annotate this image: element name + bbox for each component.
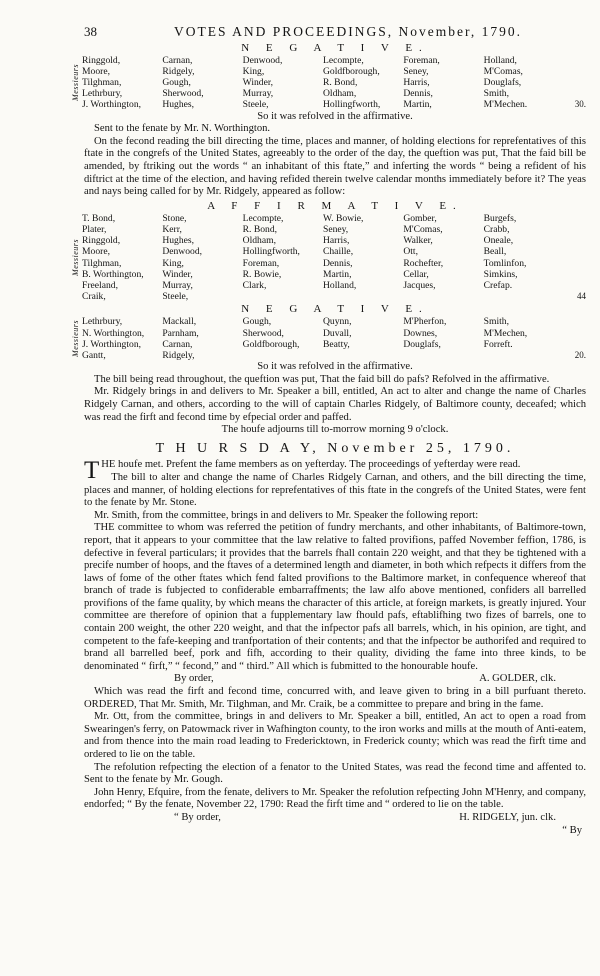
- member-name: Quynn,: [322, 316, 352, 328]
- vote-column: [82, 55, 162, 111]
- member-name: Beatty,: [322, 338, 350, 350]
- member-name: [323, 291, 403, 302]
- member-name: Denwood,: [162, 246, 203, 258]
- vote1-messieurs: Messieurs: [71, 64, 80, 102]
- member-name: Lecompte,: [322, 54, 364, 66]
- vote3-table: [70, 316, 586, 361]
- member-name: Douglafs,: [403, 338, 441, 350]
- member-name: Tilghman,: [82, 257, 122, 269]
- member-name: Crefap.: [483, 279, 513, 291]
- member-name: M'Pherfon,: [403, 316, 447, 328]
- vote2-messieurs: Messieurs: [71, 239, 80, 277]
- member-name: T. Bond,: [82, 212, 116, 224]
- member-name: R. Bond,: [242, 223, 278, 235]
- para-second-reading: On the fecond reading the bill directing the time, places and manner, of holding elections for reprefentatives of this ftate in the congrefs of the United States, agreeably to the order of the day, the queftion was put, That the faid bill be amended, by ftriking out the words “ an inhabitant of this ftate,” and inferting the words “ being a refident of his diftrict at the time of the election, and having refided therein twelve calendar months immediately before it? The yeas and nays being called for by Mr. Ridgely, appeared as follow:: [84, 135, 586, 198]
- thursday-p5: Which was read the firft and fecond time, concurred with, and leave given to bring in a bill purfuant thereto. ORDERED, That Mr. Smith, Mr. Tilghman, and Mr. Craik, be a committee to prepare and bring in the fame.: [84, 686, 586, 710]
- vote2-columns: [82, 213, 564, 303]
- member-name: Harris,: [322, 235, 350, 247]
- member-name: Rochefter,: [403, 257, 444, 269]
- vote-column: [484, 213, 564, 303]
- vote-column: [484, 55, 564, 111]
- thursday-p1: [84, 457, 586, 485]
- member-name: Jacques,: [403, 279, 436, 291]
- vote-column: [162, 55, 242, 111]
- member-name: Smith,: [483, 88, 509, 100]
- para-adjourn: The houfe adjourns till to-morrow morning 9 o'clock.: [221, 424, 449, 436]
- vote-column: [82, 213, 162, 303]
- member-name: Stone,: [162, 212, 187, 224]
- vote-column: [403, 55, 483, 111]
- clerk-signature-2: H. RIDGELY, jun. clk.: [459, 811, 556, 823]
- member-name: M'Comas,: [403, 223, 443, 235]
- page-number: 38: [84, 24, 97, 39]
- clerk-signature: A. GOLDER, clk.: [479, 673, 556, 685]
- member-name: Hollingfworth,: [322, 99, 381, 111]
- member-name: Duvall,: [322, 327, 352, 339]
- vote-column: [243, 55, 323, 111]
- member-name: Parnham,: [162, 327, 199, 339]
- member-name: Holland,: [322, 279, 357, 291]
- member-name: [403, 350, 483, 361]
- vote-column: [403, 213, 483, 303]
- member-name: Craik,: [82, 291, 106, 303]
- member-name: Ridgely,: [162, 350, 195, 361]
- member-name: King,: [242, 65, 265, 77]
- vote3-result: So it was refolved in the affirmative.: [257, 361, 413, 373]
- vote2-table: [70, 213, 586, 303]
- thursday-p4: THE committee to whom was referred the petition of fundry merchants, and other inhabitants, of Baltimore-town, report, that it appears to your committee that the law relative to falted provifions, paffed November feffion, 1786, is defective in feveral particulars; it provides that the barrels fhall contain 220 weight, and that they be tightened with a precife number of hoops, and the ftaves of a determined length and diameter, in both which refpects it differs from the laws of fome of the other ftates which fend falted provifions to the Baltimore market, in confequence whereof that branch of trade is fubjected to confiderable embarraffments; the law alfo above mentioned, confiders all barrelled provifions of the fame quality, by which means the character of this article, at foreign markets, is greatly injured. Your committee are therefore of opinion that a fupplementary law fhould pafs, eftablifhing two fizes of barrels, one to contain 200 weight, the other 220 weight, and that the infpector pafs all barrels, which, in his opinion, are tight, and competent to the fafe-keeping and tranfportation of their contents; and that the infpector be authorifed and required to brand all barrelled beef, pork and fifh, according to their quality, dividing the fame into three kinds, to be denominated “ firft,” “ fecond,” and “ third.” All which is fubmitted to the honourable houfe.: [84, 522, 586, 672]
- drop-cap: T: [84, 457, 100, 485]
- member-name: Clark,: [242, 279, 267, 291]
- member-name: [323, 350, 403, 361]
- member-name: J. Worthington,: [82, 338, 142, 350]
- member-name: Ott,: [403, 246, 418, 258]
- member-name: Tilghman,: [82, 77, 122, 88]
- member-name: Gomber,: [403, 212, 437, 224]
- vote-column: [82, 316, 162, 361]
- member-name: Holland,: [483, 54, 517, 66]
- member-name: [403, 291, 483, 302]
- member-name: Tomlinfon,: [483, 257, 527, 269]
- page-title: VOTES AND PROCEEDINGS, November, 1790.: [173, 24, 523, 39]
- signature-line: [84, 673, 586, 686]
- thursday-p3: Mr. Smith, from the committee, brings in and delivers to Mr. Speaker the following report:: [94, 509, 479, 521]
- vote2-heading: A F F I R M A T I V E.: [207, 199, 463, 212]
- thursday-p6: Mr. Ott, from the committee, brings in and delivers to Mr. Speaker a bill, entitled, An act to open a road from Swearingen's ferry, on Patowmack river in Wafhington county, to the iron works and mills at the mouth of Anti-eatem, and from thence into the main road leading to Fredericktown, in Frederick county; which was read the firft time and ordered to lie on the table.: [84, 711, 586, 761]
- catchword: “ By: [562, 824, 582, 836]
- vote1-heading: N E G A T I V E.: [241, 41, 429, 54]
- member-name: Harris,: [403, 77, 430, 88]
- signature-line-2: [84, 812, 586, 825]
- by-order: By order,: [174, 673, 214, 685]
- thursday-p8: John Henry, Efquire, from the fenate, delivers to Mr. Speaker the refolution refpecting John M'Henry, and company, endorfed; “ By the fenate, November 22, 1790: Read the firft time and “ ordered to lie on the table.: [84, 786, 586, 811]
- vote-column: [162, 316, 242, 361]
- member-name: Denwood,: [242, 54, 283, 66]
- member-name: Oneale,: [483, 235, 514, 247]
- member-name: Goldfborough,: [322, 65, 380, 77]
- para-bill-read: The bill being read throughout, the queftion was put, That the faid bill do pafs? Refolved in the affirmative.: [94, 373, 550, 385]
- member-name: Oldham,: [242, 235, 276, 247]
- member-name: Lethrbury,: [82, 316, 123, 328]
- member-name: Seney,: [322, 223, 349, 235]
- member-name: N. Worthington,: [82, 327, 145, 339]
- member-name: Lecompte,: [242, 212, 284, 224]
- member-name: Murray,: [242, 88, 274, 100]
- member-name: [243, 350, 323, 361]
- para-ridgely: Mr. Ridgely brings in and delivers to Mr. Speaker a bill, entitled, An act to alter and change the name of Charles Ridgely Carnan, and others, according to the will of captain Charles Ridgely, of Baltimore county, deceafed; which was read the firft and fecond time by efpecial order and paffed.: [84, 386, 586, 423]
- member-name: Smith,: [483, 316, 509, 328]
- member-name: Sherwood,: [242, 327, 284, 339]
- vote-column: [162, 213, 242, 303]
- member-name: Mackall,: [162, 316, 197, 328]
- member-name: Gough,: [242, 316, 272, 328]
- member-name: R. Bowie,: [242, 268, 282, 280]
- thursday-p7: The refolution refpecting the election of a fenator to the United States, was read the fecond time and affented to. Sent to the fenate by Mr. Gough.: [84, 761, 586, 786]
- member-name: Martin,: [403, 99, 432, 111]
- member-name: [484, 291, 564, 302]
- vote-column: [243, 316, 323, 361]
- member-name: Carnan,: [162, 338, 193, 350]
- member-name: Moore,: [82, 65, 110, 77]
- para-sent: Sent to the fenate by Mr. N. Worthington.: [94, 123, 271, 135]
- member-name: Foreman,: [242, 257, 280, 269]
- member-name: Moore,: [82, 246, 110, 258]
- member-name: Downes,: [403, 327, 438, 339]
- member-name: Ridgely,: [162, 65, 195, 77]
- thursday-p1-text: HE houfe met. Prefent the fame members as on yefterday. The proceedings of yefterday were read.: [101, 459, 521, 471]
- member-name: Hughes,: [162, 235, 195, 247]
- member-name: Seney,: [403, 65, 429, 77]
- member-name: Goldfborough,: [242, 338, 300, 350]
- member-name: M'Comas,: [483, 65, 523, 77]
- vote-column: [323, 316, 403, 361]
- member-name: Hughes,: [162, 99, 195, 111]
- member-name: Carnan,: [162, 54, 193, 66]
- member-name: Dennis,: [403, 88, 433, 100]
- member-name: Winder,: [242, 77, 274, 88]
- member-name: Forreft.: [483, 338, 513, 350]
- vote1-count: 30.: [574, 99, 586, 110]
- vote-column: [323, 55, 403, 111]
- member-name: [484, 350, 564, 361]
- day-heading: T H U R S D A Y, November 25, 1790.: [155, 440, 515, 456]
- member-name: Beall,: [483, 246, 507, 258]
- vote3-columns: [82, 316, 564, 361]
- member-name: Crabb,: [483, 223, 510, 235]
- member-name: Kerr,: [162, 223, 182, 235]
- page-header: [84, 26, 586, 39]
- member-name: King,: [162, 257, 184, 269]
- member-name: Hollingfworth,: [242, 246, 300, 258]
- vote-column: [243, 213, 323, 303]
- member-name: Martin,: [322, 268, 352, 280]
- member-name: Steele,: [162, 291, 189, 303]
- vote1-columns: [82, 55, 564, 111]
- vote2-count: 44: [577, 290, 586, 301]
- member-name: Douglafs,: [483, 77, 522, 88]
- member-name: Simkins,: [483, 268, 518, 280]
- member-name: Lethrbury,: [82, 88, 123, 100]
- vote3-heading: N E G A T I V E.: [241, 303, 429, 316]
- member-name: M'Mechen,: [483, 327, 528, 339]
- by-order-2: “ By order,: [174, 811, 221, 823]
- member-name: Cellar,: [403, 268, 429, 280]
- vote-column: [323, 213, 403, 303]
- vote-column: [484, 316, 564, 361]
- vote3-count: 20.: [574, 349, 586, 360]
- member-name: Ringgold,: [82, 235, 121, 247]
- member-name: J. Worthington,: [82, 99, 142, 111]
- vote-column: [403, 316, 483, 361]
- member-name: Oldham,: [322, 88, 357, 100]
- member-name: R. Bond,: [322, 77, 358, 88]
- member-name: B. Worthington,: [82, 268, 144, 280]
- member-name: Dennis,: [322, 257, 353, 269]
- member-name: Murray,: [162, 279, 193, 291]
- member-name: Gough,: [162, 77, 191, 88]
- member-name: Steele,: [242, 99, 269, 111]
- vote1-table: [70, 55, 586, 111]
- member-name: Plater,: [82, 223, 107, 235]
- vote3-messieurs: Messieurs: [71, 320, 80, 358]
- member-name: Sherwood,: [162, 88, 204, 100]
- member-name: Winder,: [162, 268, 193, 280]
- member-name: Gantt,: [82, 350, 106, 361]
- member-name: Foreman,: [403, 54, 440, 66]
- member-name: Walker,: [403, 235, 433, 247]
- member-name: W. Bowie,: [322, 212, 364, 224]
- member-name: Freeland,: [82, 279, 118, 291]
- thursday-p2: The bill to alter and change the name of Charles Ridgely Carnan, and others, and the bill directing the time, places and manner, of holding elections for reprefentatives of this ftate in the congrefs of the United States, were fent to the fenate by Mr. Stone.: [84, 471, 586, 509]
- member-name: [243, 291, 323, 302]
- member-name: M'Mechen.: [483, 99, 528, 111]
- vote1-result: So it was refolved in the affirmative.: [257, 110, 413, 122]
- member-name: Chaille,: [322, 246, 354, 258]
- member-name: Burgefs,: [483, 212, 517, 224]
- member-name: Ringgold,: [82, 54, 121, 66]
